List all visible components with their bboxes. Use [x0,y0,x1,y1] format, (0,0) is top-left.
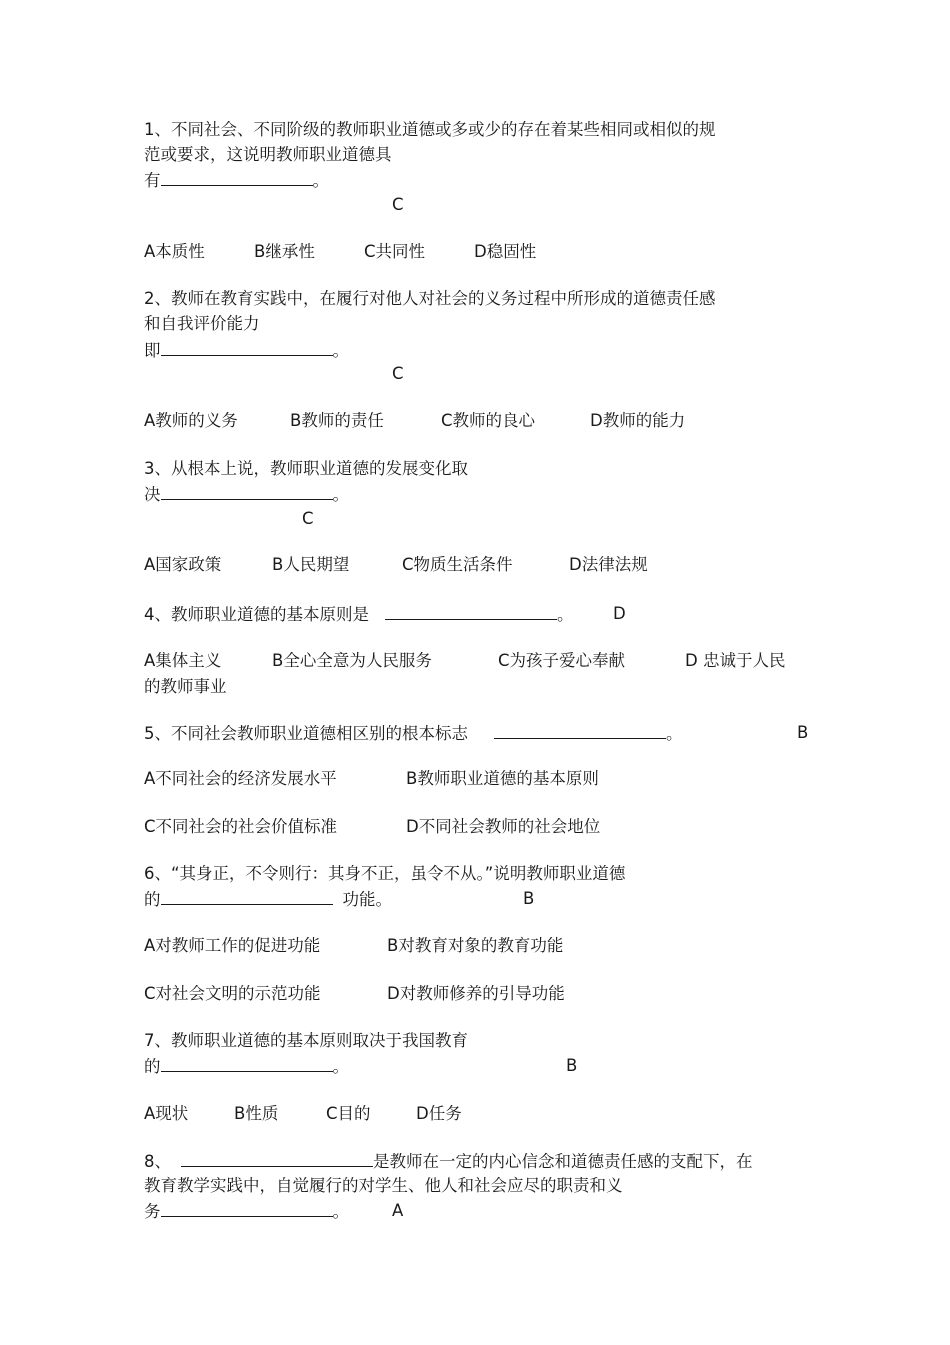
question-2-line-2: 和自我评价能力 [144,314,260,333]
question-8-suffix: 是教师在一定的内心信念和道德责任感的支配下，在 [373,1152,753,1171]
question-4-option-b: B全心全意为人民服务 [272,651,432,670]
answer-blank [494,723,666,739]
question-4-prefix: 4、教师职业道德的基本原则是 [144,605,369,624]
answer-blank [385,604,557,620]
question-4-option-d: D 忠诚于人民 [685,651,786,670]
question-7-option-a: A现状 [144,1104,189,1123]
question-6-prefix: 的 [144,890,161,909]
question-8-suffix-2: 。 [332,1202,349,1221]
question-1-prefix: 有 [144,171,161,190]
question-6-option-d: D对教师修养的引导功能 [387,984,565,1003]
answer-blank [161,1056,333,1072]
question-7-line-1: 7、教师职业道德的基本原则取决于我国教育 [144,1031,468,1050]
question-7-answer: B [566,1056,578,1075]
question-3-option-a: A国家政策 [144,555,222,574]
question-2-suffix: 。 [332,341,349,360]
answer-blank [161,170,313,186]
question-2-option-d: D教师的能力 [590,411,686,430]
question-7-line-2 [144,1056,349,1077]
question-6-option-b: B对教育对象的教育功能 [387,936,564,955]
question-6-option-c: C对社会文明的示范功能 [144,984,321,1003]
question-2-option-b: B教师的责任 [290,411,384,430]
question-3-option-c: C物质生活条件 [402,555,513,574]
question-1-line-2: 范或要求，这说明教师职业道德具 [144,145,392,164]
question-5-answer: B [797,723,809,742]
question-8-line-1 [144,1151,753,1172]
question-2-line-1: 2、教师在教育实践中，在履行对他人对社会的义务过程中所形成的道德责任感 [144,289,716,308]
answer-blank [161,1201,333,1217]
answer-blank [161,889,333,905]
question-1-option-d: D稳固性 [474,242,537,261]
question-5-option-b: B教师职业道德的基本原则 [406,769,599,788]
question-3-suffix: 。 [332,485,349,504]
question-6-suffix: 功能。 [342,890,392,909]
question-2-option-c: C教师的良心 [441,411,536,430]
question-8-prefix-2: 务 [144,1202,161,1221]
question-8-prefix: 8、 [144,1152,171,1171]
question-4-answer: D [613,604,626,623]
question-8-answer: A [392,1201,404,1220]
question-7-option-c: C目的 [326,1104,371,1123]
question-5-option-c: C不同社会的社会价值标准 [144,817,338,836]
question-1-option-b: B继承性 [254,242,315,261]
question-3-option-b: B人民期望 [272,555,350,574]
answer-blank [161,340,333,356]
question-3-line-1: 3、从根本上说，教师职业道德的发展变化取 [144,459,468,478]
question-4-suffix: 。 [557,605,574,624]
question-2-option-a: A教师的义务 [144,411,238,430]
question-7-option-b: B性质 [234,1104,279,1123]
question-3-prefix: 决 [144,485,161,504]
question-1-option-c: C共同性 [364,242,426,261]
question-8-line-2: 教育教学实践中，自觉履行的对学生、他人和社会应尽的职责和义 [144,1176,623,1195]
question-1-line-3 [144,170,329,191]
question-4-option-c: C为孩子爱心奉献 [498,651,626,670]
answer-blank [161,484,333,500]
question-6-option-a: A对教师工作的促进功能 [144,936,321,955]
question-5-suffix: 。 [666,724,683,743]
question-2-answer: C [392,364,404,383]
question-2-line-3 [144,340,349,361]
question-7-suffix: 。 [332,1057,349,1076]
question-3-option-d: D法律法规 [569,555,648,574]
question-8-line-3 [144,1201,349,1222]
question-6-answer: B [523,889,535,908]
question-1-option-a: A本质性 [144,242,205,261]
question-1-suffix: 。 [312,171,329,190]
question-3-line-2 [144,484,349,505]
answer-blank [181,1151,373,1167]
question-6-line-1: 6、“其身正，不令则行：其身不正，虽令不从。”说明教师职业道德 [144,864,626,883]
question-5-prefix: 5、不同社会教师职业道德相区别的根本标志 [144,724,468,743]
question-7-option-d: D任务 [416,1104,462,1123]
question-4-line-1 [144,604,574,625]
question-4-option-continuation: 的教师事业 [144,677,227,696]
question-1-line-1: 1、不同社会、不同阶级的教师职业道德或多或少的存在着某些相同或相似的规 [144,120,716,139]
question-5-line-1 [144,723,683,744]
question-7-prefix: 的 [144,1057,161,1076]
question-5-option-a: A不同社会的经济发展水平 [144,769,337,788]
question-1-answer: C [392,195,404,214]
question-5-option-d: D不同社会教师的社会地位 [406,817,601,836]
question-4-option-a: A集体主义 [144,651,222,670]
question-3-answer: C [302,509,314,528]
question-6-line-2 [144,889,392,910]
question-2-prefix: 即 [144,341,161,360]
